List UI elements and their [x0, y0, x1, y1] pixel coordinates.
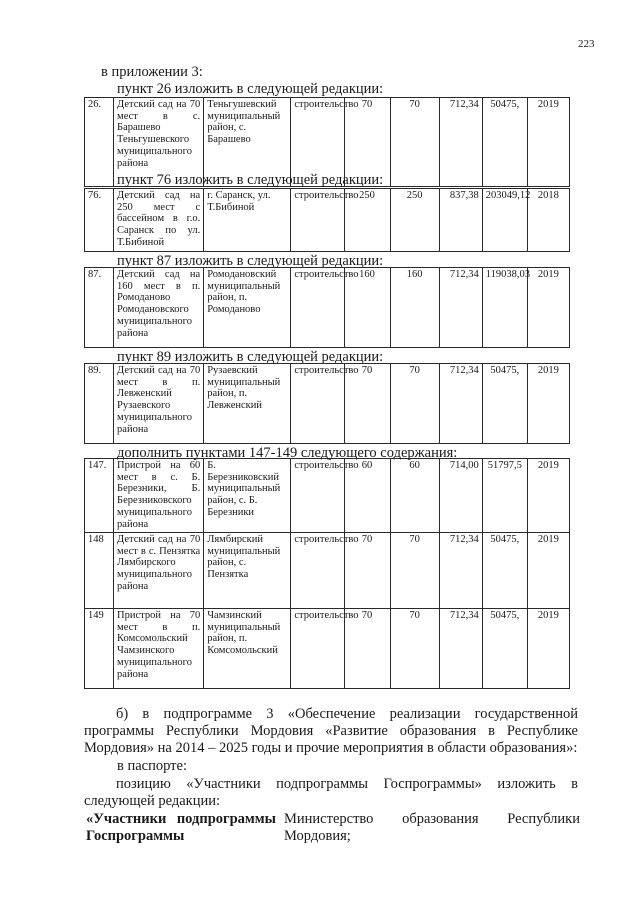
cell-total-cost: 51797,5: [482, 459, 527, 533]
cell-capacity-total: 250: [390, 189, 439, 252]
cell-year: 2019: [527, 533, 569, 609]
cell-location: Чамзинский муниципальный район, п. Комсомольский: [204, 609, 291, 689]
cell-unit-cost: 712,34: [439, 98, 482, 187]
cell-unit-cost: 837,38: [439, 189, 482, 252]
paragraph-position: позицию «Участники подпрограммы Госпрограммы» изложить в следующей редакции:: [84, 776, 578, 809]
cell-year: 2018: [527, 189, 569, 252]
cell-total-cost: 203049,12: [482, 189, 527, 252]
cell-capacity: 70: [344, 98, 390, 187]
cell-location: Б. Березниковский муниципальный район, с. Б. Березники: [204, 459, 291, 533]
block-heading-26: пункт 26 изложить в следующей редакции:: [117, 81, 384, 97]
cell-capacity-total: 70: [390, 98, 439, 187]
cell-capacity-total: 160: [390, 268, 439, 348]
cell-work-type: строительство: [291, 268, 344, 348]
cell-object-name: Детский сад на 70 мест в п. Левженский Рузаевского муниципального района: [114, 364, 204, 444]
cell-total-cost: 50475,: [482, 364, 527, 444]
cell-year: 2019: [527, 459, 569, 533]
table-row: [85, 364, 570, 444]
cell-year: 2019: [527, 98, 569, 187]
cell-year: 2019: [527, 609, 569, 689]
cell-unit-cost: 714,00: [439, 459, 482, 533]
table-item-87: [84, 267, 570, 348]
cell-number: 148: [85, 533, 114, 609]
cell-capacity: 70: [344, 364, 390, 444]
cell-object-name: Детский сад на 160 мест в п. Ромоданово Ромодановского муниципального района: [114, 268, 204, 348]
cell-work-type: строительство: [291, 459, 344, 533]
table-row: [85, 609, 570, 689]
table-row: [85, 533, 570, 609]
cell-unit-cost: 712,34: [439, 533, 482, 609]
paragraph-subprogram-3: б) в подпрограмме 3 «Обеспечение реализации государственной программы Республики Мордовия «Развитие образования в Республике Мордовия» на 2014 – 2025 годы и прочие мероприятия в области образования»:: [84, 706, 578, 756]
cell-work-type: строительство: [291, 98, 344, 187]
cell-number: 149: [85, 609, 114, 689]
cell-number: 87.: [85, 268, 114, 348]
cell-unit-cost: 712,34: [439, 364, 482, 444]
cell-unit-cost: 712,34: [439, 268, 482, 348]
cell-object-name: Детский сад на 70 мест в с. Пензятка Лямбирского муниципального района: [114, 533, 204, 609]
block-heading-89: пункт 89 изложить в следующей редакции:: [117, 349, 384, 365]
cell-object-name: Детский сад на 70 мест в с. Барашево Теньгушевского муниципального района: [114, 98, 204, 187]
cell-object-name: Пристрой на 60 мест в с. Б. Березники, Б. Березниковского муниципального района: [114, 459, 204, 533]
intro-text: в приложении 3:: [101, 64, 203, 80]
cell-location: г. Саранск, ул. Т.Бибиной: [204, 189, 291, 252]
cell-total-cost: 50475,: [482, 98, 527, 187]
cell-total-cost: 119038,03: [482, 268, 527, 348]
table-row: [85, 189, 570, 252]
cell-location: Ромодановский муниципальный район, п. Ромоданово: [204, 268, 291, 348]
cell-capacity-total: 70: [390, 609, 439, 689]
cell-year: 2019: [527, 268, 569, 348]
cell-number: 26.: [85, 98, 114, 187]
cell-number: 76.: [85, 189, 114, 252]
passport-label: «Участники подпрограммы Госпрограммы: [86, 811, 276, 844]
cell-work-type: строительство: [291, 364, 344, 444]
cell-work-type: строительство: [291, 533, 344, 609]
cell-number: 147.: [85, 459, 114, 533]
table-item-76: [84, 188, 570, 252]
cell-capacity: 70: [344, 533, 390, 609]
cell-capacity: 250: [344, 189, 390, 252]
cell-number: 89.: [85, 364, 114, 444]
page-number: 223: [578, 38, 595, 50]
cell-total-cost: 50475,: [482, 609, 527, 689]
paragraph-passport: в паспорте:: [117, 758, 187, 774]
cell-capacity-total: 70: [390, 533, 439, 609]
cell-capacity: 60: [344, 459, 390, 533]
cell-location: Лямбирский муниципальный район, с. Пензятка: [204, 533, 291, 609]
cell-location: Рузаевский муниципальный район, п. Левженский: [204, 364, 291, 444]
cell-work-type: строительство: [291, 189, 344, 252]
cell-work-type: строительство: [291, 609, 344, 689]
cell-object-name: Пристрой на 70 мест в п. Комсомольский Чамзинского муниципального района: [114, 609, 204, 689]
block-heading-87: пункт 87 изложить в следующей редакции:: [117, 253, 384, 269]
table-row: [85, 268, 570, 348]
passport-value: Министерство образования Республики Мордовия;: [284, 811, 580, 844]
table-row: [85, 459, 570, 533]
block-heading-147-149: дополнить пунктами 147-149 следующего содержания:: [117, 445, 458, 461]
block-heading-76: пункт 76 изложить в следующей редакции:: [117, 172, 384, 188]
cell-capacity: 70: [344, 609, 390, 689]
cell-capacity-total: 60: [390, 459, 439, 533]
cell-total-cost: 50475,: [482, 533, 527, 609]
cell-year: 2019: [527, 364, 569, 444]
cell-object-name: Детский сад на 250 мест с бассейном в г.о. Саранск по ул. Т.Бибиной: [114, 189, 204, 252]
cell-capacity-total: 70: [390, 364, 439, 444]
cell-location: Теньгушевский муниципальный район, с. Барашево: [204, 98, 291, 187]
cell-capacity: 160: [344, 268, 390, 348]
table-item-89: [84, 363, 570, 444]
table-items-147-149: [84, 458, 570, 689]
cell-unit-cost: 712,34: [439, 609, 482, 689]
